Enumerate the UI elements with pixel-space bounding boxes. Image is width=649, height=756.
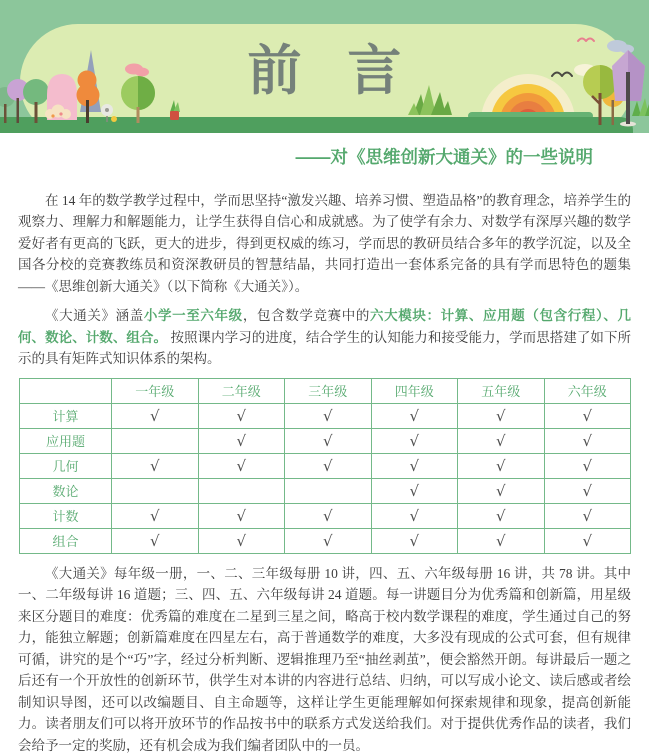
check-cell: √ (371, 478, 458, 503)
check-cell: √ (544, 403, 631, 428)
module-column-header (20, 378, 112, 403)
curriculum-table-header (20, 378, 631, 403)
grade-column-header: 一年级 (112, 378, 199, 403)
grade-column-header: 五年级 (458, 378, 545, 403)
check-cell: √ (544, 478, 631, 503)
empty-cell (198, 478, 285, 503)
table-row (20, 428, 631, 453)
grade-column-header: 六年级 (544, 378, 631, 403)
check-cell: √ (371, 528, 458, 553)
six-modules-highlight: 六大模块：计算、应用题（包含行程）、几何、数论、计数、组合。 (18, 308, 632, 345)
check-cell: √ (198, 403, 285, 428)
empty-cell (112, 428, 199, 453)
check-cell: √ (112, 503, 199, 528)
table-row (20, 503, 631, 528)
check-cell: √ (112, 528, 199, 553)
table-row (20, 403, 631, 428)
modules-text-2: ，包含数学竞赛中的 (242, 308, 370, 324)
check-cell: √ (458, 428, 545, 453)
check-cell: √ (112, 453, 199, 478)
module-row-label: 组合 (20, 528, 112, 553)
module-row-label: 计数 (20, 503, 112, 528)
module-row-label: 数论 (20, 478, 112, 503)
check-cell: √ (198, 528, 285, 553)
details-paragraph: 《大通关》每年级一册，一、二、三年级每册 10 讲，四、五、六年级每册 16 讲，共 78 讲。其中一、二年级每讲 16 道题；三、四、五、六年级每讲 24 道题。每一讲题目分为优秀篇和创新篇，用星级来区分题目的难度：优秀篇的难度在二星到三星之间，略高于校内数学课程的难度，学生通过自己的努力，能独立解题；创新篇难度在四星左右，高于普通数学的难度，大多没有现成的公式可套，但有规律可循，讲究的是个“巧”字，经过分析判断、逻辑推理乃至“抽丝剥茧”，便会豁然开朗。每讲最后一题之后还有一个开放性的创新环节，供学生对本讲的内容进行总结、归纳，可以写成小论文、读后感或者绘制知识导图，还可以改编题目、自主命题等，这样让学生更能理解如何探索规律和现象，提高创新能力。读者朋友们可以将开放环节的作品按书中的联系方式发送给我们。对于提供优秀作品的读者，我们会给予一定的奖励，还有机会成为我们编者团队中的一员。 (18, 565, 631, 753)
table-row (20, 478, 631, 503)
check-cell: √ (198, 453, 285, 478)
modules-paragraph (18, 305, 631, 370)
curriculum-table-body (20, 403, 631, 553)
check-cell: √ (544, 503, 631, 528)
check-cell: √ (371, 503, 458, 528)
check-cell: √ (112, 403, 199, 428)
check-cell: √ (458, 503, 545, 528)
ground-strip (0, 117, 633, 133)
page-subtitle: ——对《思维创新大通关》的一些说明 (295, 147, 593, 167)
check-cell: √ (198, 428, 285, 453)
empty-cell (112, 478, 199, 503)
check-cell: √ (285, 503, 372, 528)
page-header (0, 0, 649, 133)
grade-column-header: 三年级 (285, 378, 372, 403)
check-cell: √ (285, 528, 372, 553)
check-cell: √ (198, 503, 285, 528)
module-row-label: 计算 (20, 403, 112, 428)
check-cell: √ (458, 403, 545, 428)
check-cell: √ (458, 478, 545, 503)
check-cell: √ (285, 403, 372, 428)
table-row (20, 528, 631, 553)
curriculum-table (19, 378, 631, 554)
check-cell: √ (458, 528, 545, 553)
page-title: 前言 (247, 41, 448, 101)
check-cell: √ (285, 453, 372, 478)
module-row-label: 几何 (20, 453, 112, 478)
check-cell: √ (458, 453, 545, 478)
preface-body (0, 169, 649, 756)
empty-cell (285, 478, 372, 503)
module-row-label: 应用题 (20, 428, 112, 453)
modules-text-3: 按照课内学习的进度，结合学生的认知能力和接受能力，学而思搭建了如下所示的具有矩阵式知识体系的架构。 (18, 329, 632, 367)
modules-text-1: 《大通关》涵盖 (45, 308, 144, 324)
intro-paragraph: 在 14 年的数学教学过程中，学而思坚持“激发兴趣、培养习惯、塑造品格”的教育理念，培养学生的观察力、理解力和解题能力，让学生获得自信心和成就感。为了使学有余力、对数学有深厚兴趣的数学爱好者有更高的飞跃，更大的进步，得到更权威的练习，学而思的教研员结合多年的教学沉淀，以及全国各分校的竞赛教练员和资深教研员的智慧结晶，共同打造出一套体系完备的具有学而思特色的题集——《思维创新大通关》（以下简称《大通关》）。 (18, 192, 631, 294)
check-cell: √ (371, 403, 458, 428)
check-cell: √ (371, 453, 458, 478)
check-cell: √ (285, 428, 372, 453)
check-cell: √ (544, 528, 631, 553)
check-cell: √ (371, 428, 458, 453)
grade-column-header: 四年级 (371, 378, 458, 403)
table-row (20, 453, 631, 478)
check-cell: √ (544, 453, 631, 478)
grade-column-header: 二年级 (198, 378, 285, 403)
grade-range-highlight: 小学一至六年级 (143, 308, 243, 324)
check-cell: √ (544, 428, 631, 453)
